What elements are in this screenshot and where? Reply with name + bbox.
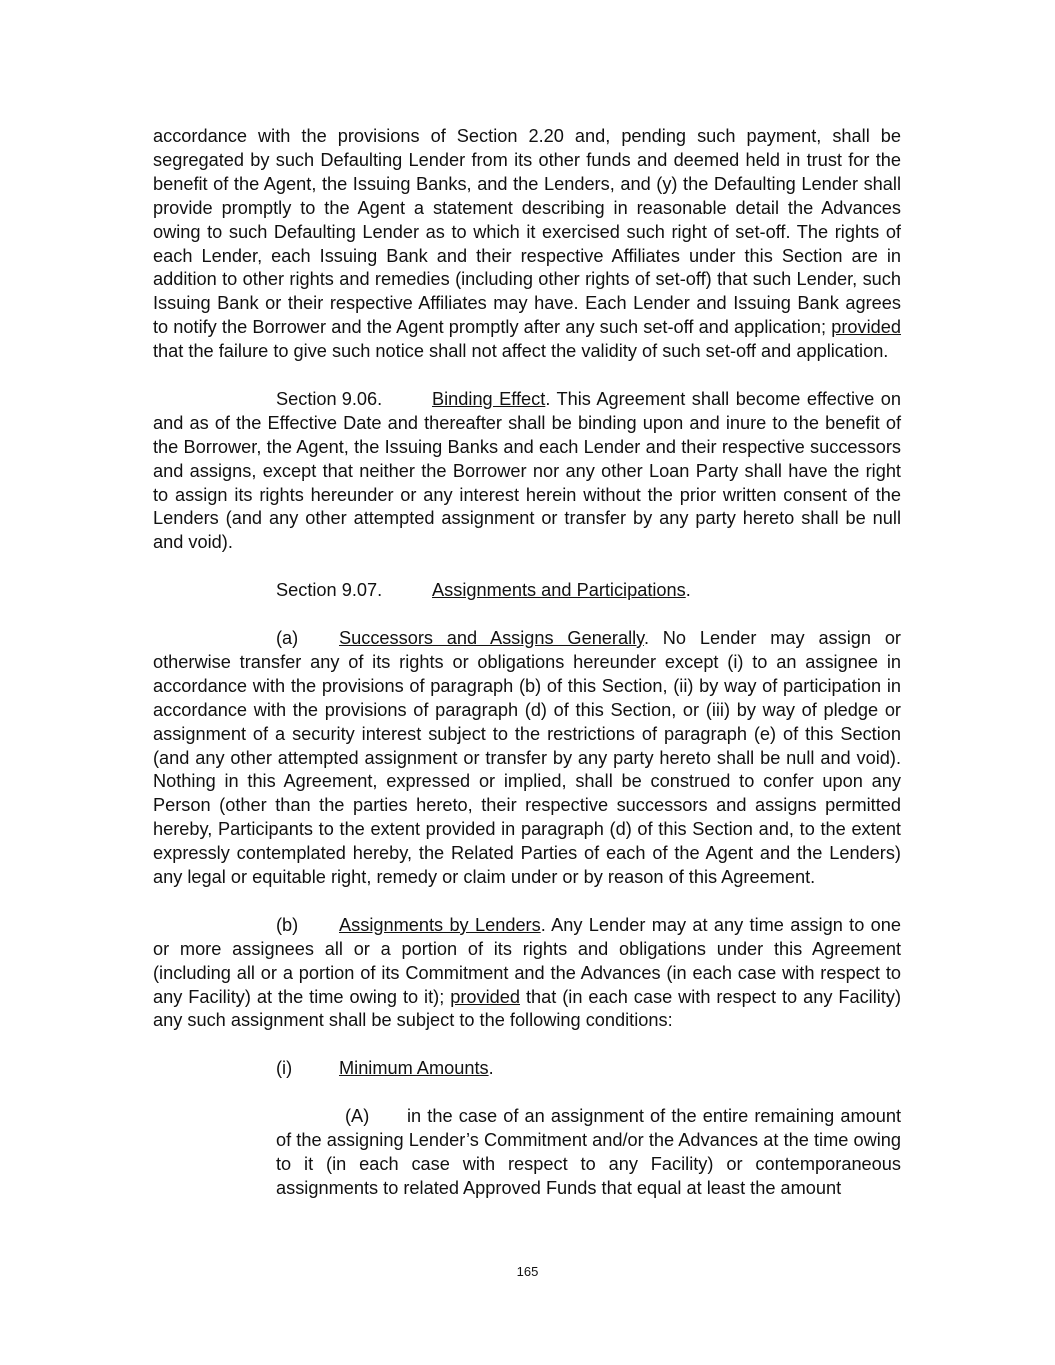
section-title: Assignments and Participations [432,580,686,601]
paragraph-label: (b) [276,914,299,935]
paragraph-text: accordance with the provisions of Section 2.20 and, pending such payment, shall be segregated by such Defaulting Lender from its other funds and deemed held in trust for the benefit of the Agent, the Issuing Banks, and the Lenders, and (y) the Defaulting Lender shall provide promptly to the Agent a statement describing in reasonable detail the Advances owing to such Defaulting Lender as to which it exercised such right of set-off. The rights of each Lender, each Issuing Bank and their respective Affiliates under this Section are in addition to other rights and remedies (including other rights of set-off) that such Lender, such Issuing Bank or their respective Affiliates may have. Each Lender and Issuing Bank agrees to notify the Borrower and the Agent promptly after any such set-off and application; [153,126,901,338]
body-text [153,125,901,1201]
paragraph-label: (i) [276,1058,293,1079]
paragraph-title: Successors and Assigns Generally [339,627,644,648]
paragraph-i [153,1057,901,1081]
provided-term: provided [450,986,520,1007]
paragraph-text: that the failure to give such notice shall not affect the validity of such set-off and application. [153,341,889,362]
paragraph-A [153,1105,901,1201]
paragraph-text: in the case of an assignment of the entire remaining amount of the assigning Lender’s Commitment and/or the Advances at the time owing to it (in each case with respect to any Facility) or contemporaneous assignments to related Approved Funds that equal at least the amount [276,1106,901,1198]
section-number: Section 9.07. [276,580,383,601]
paragraph-title: Minimum Amounts [339,1058,489,1079]
section-number: Section 9.06. [276,388,383,409]
paragraph-text: . No Lender may assign or otherwise transfer any of its rights or obligations hereunder except (i) to an assignee in accordance with the provisions of paragraph (b) of this Section, (ii) by way of participation in accordance with the provisions of paragraph (d) of this Section, or (iii) by way of pledge or assignment of a security interest subject to the restrictions of paragraph (e) of this Section (and any other attempted assignment or transfer by any party hereto shall be null and void). Nothing in this Agreement, expressed or implied, shall be construed to confer upon any Person (other than the parties hereto, their respective successors and assigns permitted hereby, Participants to the extent provided in paragraph (d) of this Section and, to the extent expressly contemplated hereby, the Related Parties of each of the Agent and the Lenders) any legal or equitable right, remedy or claim under or by reason of this Agreement. [153,627,901,888]
paragraph-text: that (in each case with respect to any Facility) any such assignment shall be subject to the following conditions: [153,986,902,1031]
provided-term: provided [831,317,901,338]
section-9-07-heading [153,579,901,603]
paragraph-a [153,627,901,890]
paragraph-text: . Any Lender may at any time assign to one or more assignees all or a portion of its rights and obligations under this Agreement (including all or a portion of its Commitment and the Advances (in each case with respect to any Facility) at the time owing to it); [153,914,901,1007]
page-number: 165 [516,1264,539,1279]
paragraph-text: . This Agreement shall become effective on and as of the Effective Date and thereafter shall be binding upon and inure to the benefit of the Borrower, the Agent, the Issuing Banks and each Lender and their respective successors and assigns, except that neither the Borrower nor any other Loan Party shall have the right to assign its rights hereunder or any interest herein without the prior written consent of the Lenders (and any other attempted assignment or transfer by any party hereto shall be null and void). [153,388,901,553]
paragraph-label: (a) [276,627,299,648]
section-title: Binding Effect [432,388,546,409]
title-suffix: . [488,1058,494,1079]
paragraph-title: Assignments by Lenders [339,914,541,935]
paragraph-b [153,914,901,1034]
paragraph-label: (A) [345,1106,370,1127]
title-suffix: . [685,580,691,601]
section-9-06-paragraph [153,388,901,555]
setoff-paragraph [153,125,901,364]
